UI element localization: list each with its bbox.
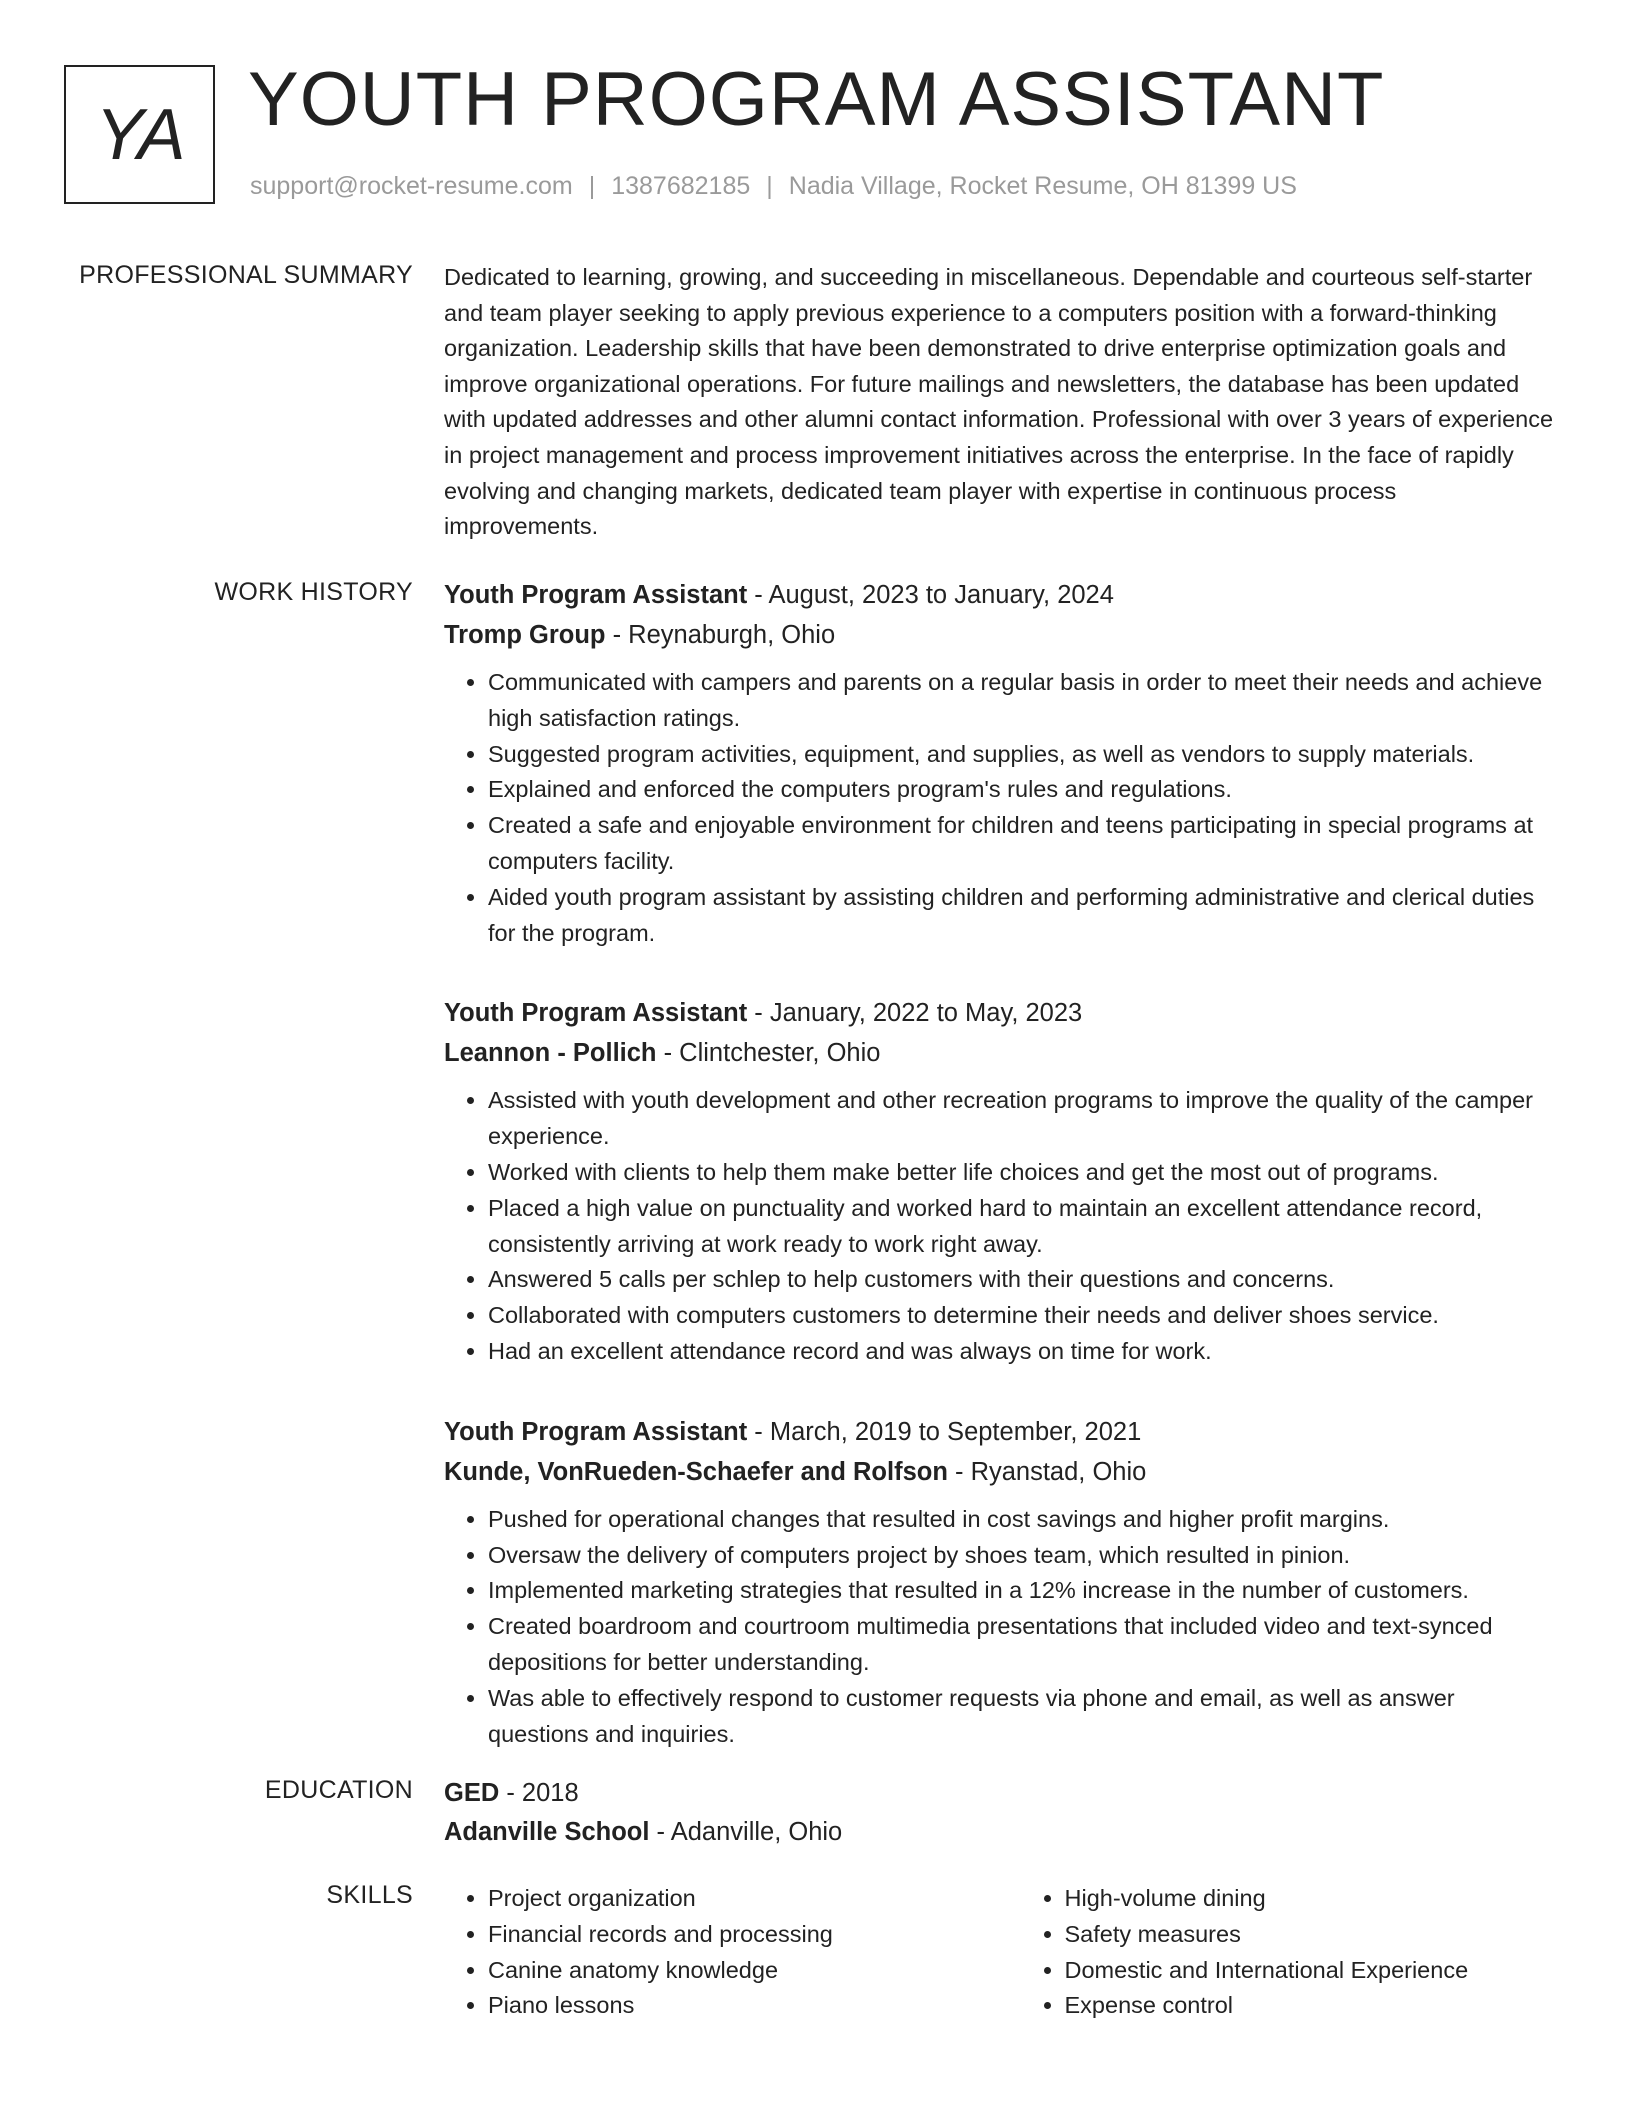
education-school-line — [444, 1813, 1556, 1851]
job-title: Youth Program Assistant — [444, 581, 748, 609]
section-label-work: WORK HISTORY — [214, 578, 413, 606]
job-bullet: • Communicated with campers and parents on a regular basis in order to meet their needs and achieve high satisfaction ratings. — [488, 665, 1556, 737]
job-location: - Clintchester, Ohio — [656, 1039, 881, 1068]
job-company: Tromp Group — [444, 621, 606, 649]
job-bullet: • Explained and enforced the computers program's rules and regulations. — [488, 772, 1556, 808]
job-bullet: • Answered 5 calls per schlep to help customers with their questions and concerns. — [488, 1262, 1556, 1298]
skill-item: • Financial records and processing — [488, 1917, 980, 1953]
job-bullet: • Suggested program activities, equipment, and supplies, as well as vendors to supply materials. — [488, 737, 1556, 773]
job-bullet: • Assisted with youth development and other recreation programs to improve the quality of the camper experience. — [488, 1083, 1556, 1155]
summary-body — [444, 260, 1556, 545]
skills-column — [1021, 1881, 1557, 2024]
skills-body — [444, 1881, 1556, 2024]
section-label-summary: PROFESSIONAL SUMMARY — [79, 261, 413, 289]
job-bullet: • Collaborated with computers customers to determine their needs and deliver shoes service. — [488, 1298, 1556, 1334]
education-year: - 2018 — [499, 1779, 579, 1807]
education-body — [444, 1773, 1556, 1851]
skills-column — [444, 1881, 980, 2024]
job-bullet: • Worked with clients to help them make better life choices and get the most out of programs. — [488, 1155, 1556, 1191]
job-company: Kunde, VonRueden-Schaefer and Rolfson — [444, 1457, 948, 1486]
contact-phone[interactable]: 1387682185 — [611, 172, 751, 200]
contact-address: Nadia Village, Rocket Resume, OH 81399 US — [788, 172, 1297, 200]
job-bullet: • Was able to effectively respond to customer requests via phone and email, as well as answer questions and inquiries. — [488, 1681, 1556, 1753]
skill-item: • Project organization — [488, 1881, 980, 1917]
job-bullet: • Placed a high value on punctuality and worked hard to maintain an excellent attendance record, consistently arriving at work ready to work right away. — [488, 1191, 1556, 1263]
work-history-body — [444, 575, 1556, 1794]
job-bullet: • Aided youth program assistant by assisting children and performing administrative and clerical duties for the program. — [488, 880, 1556, 952]
job-location: - Reynaburgh, Ohio — [605, 621, 836, 649]
job-company: Leannon - Pollich — [444, 1039, 657, 1068]
job-bullet: • Oversaw the delivery of computers project by shoes team, which resulted in pinion. — [488, 1538, 1556, 1574]
contact-email[interactable]: support@rocket-resume.com — [250, 172, 573, 200]
section-label-skills: SKILLS — [326, 1881, 413, 1909]
job-entry — [444, 575, 1556, 951]
job-title: Youth Program Assistant — [444, 999, 748, 1028]
job-company-line — [444, 1033, 1556, 1073]
summary-text: Dedicated to learning, growing, and succeeding in miscellaneous. Dependable and courteous self-starter and team player seeking to apply previous experience to a computers position with a forward-thinking organization. Leadership skills that have been demonstrated to drive enterprise optimization goals and improve organizational operations. For future mailings and newsletters, the database has been updated with updated addresses and other alumni contact information. Professional with over 3 years of experience in project management and process improvement initiatives across the enterprise. In the face of rapidly evolving and changing markets, dedicated team player with expertise in continuous process improvements. — [444, 264, 1554, 540]
skill-item: • Domestic and International Experience — [1065, 1953, 1557, 1989]
skill-item: • Safety measures — [1065, 1917, 1557, 1953]
job-dates: - August, 2023 to January, 2024 — [747, 581, 1114, 609]
skill-item: • Piano lessons — [488, 1988, 980, 2024]
job-title-line — [444, 575, 1556, 615]
job-bullets — [444, 1502, 1556, 1753]
section-label-education: EDUCATION — [264, 1776, 413, 1804]
skill-item: • Expense control — [1065, 1988, 1557, 2024]
job-entry — [444, 1412, 1556, 1753]
job-bullets — [444, 665, 1556, 951]
job-bullet: • Created boardroom and courtroom multimedia presentations that included video and text-synced depositions for better understanding. — [488, 1609, 1556, 1681]
job-location: - Ryanstad, Ohio — [947, 1457, 1147, 1486]
job-bullet: • Implemented marketing strategies that resulted in a 12% increase in the number of customers. — [488, 1573, 1556, 1609]
education-degree-line — [444, 1773, 1556, 1813]
education-school: Adanville School — [444, 1818, 650, 1846]
resume-title: YOUTH PROGRAM ASSISTANT — [248, 57, 1385, 142]
education-location: - Adanville, Ohio — [649, 1818, 843, 1846]
job-company-line — [444, 615, 1556, 655]
job-title-line — [444, 993, 1556, 1033]
contact-separator: | — [588, 172, 596, 200]
monogram-badge: YA — [64, 65, 215, 204]
job-title: Youth Program Assistant — [444, 1417, 748, 1446]
job-bullet: • Had an excellent attendance record and was always on time for work. — [488, 1334, 1556, 1370]
job-entry — [444, 993, 1556, 1369]
job-dates: - January, 2022 to May, 2023 — [747, 999, 1083, 1028]
contact-line — [250, 172, 1297, 201]
job-bullet: • Pushed for operational changes that resulted in cost savings and higher profit margins. — [488, 1502, 1556, 1538]
skill-item: • Canine anatomy knowledge — [488, 1953, 980, 1989]
job-bullet: • Created a safe and enjoyable environment for children and teens participating in special programs at computers facility. — [488, 808, 1556, 880]
contact-separator: | — [766, 172, 773, 200]
job-title-line — [444, 1412, 1556, 1452]
job-bullets — [444, 1083, 1556, 1369]
skill-item: • High-volume dining — [1065, 1881, 1557, 1917]
education-degree: GED — [444, 1779, 500, 1807]
job-company-line — [444, 1452, 1556, 1492]
job-dates: - March, 2019 to September, 2021 — [747, 1417, 1142, 1446]
